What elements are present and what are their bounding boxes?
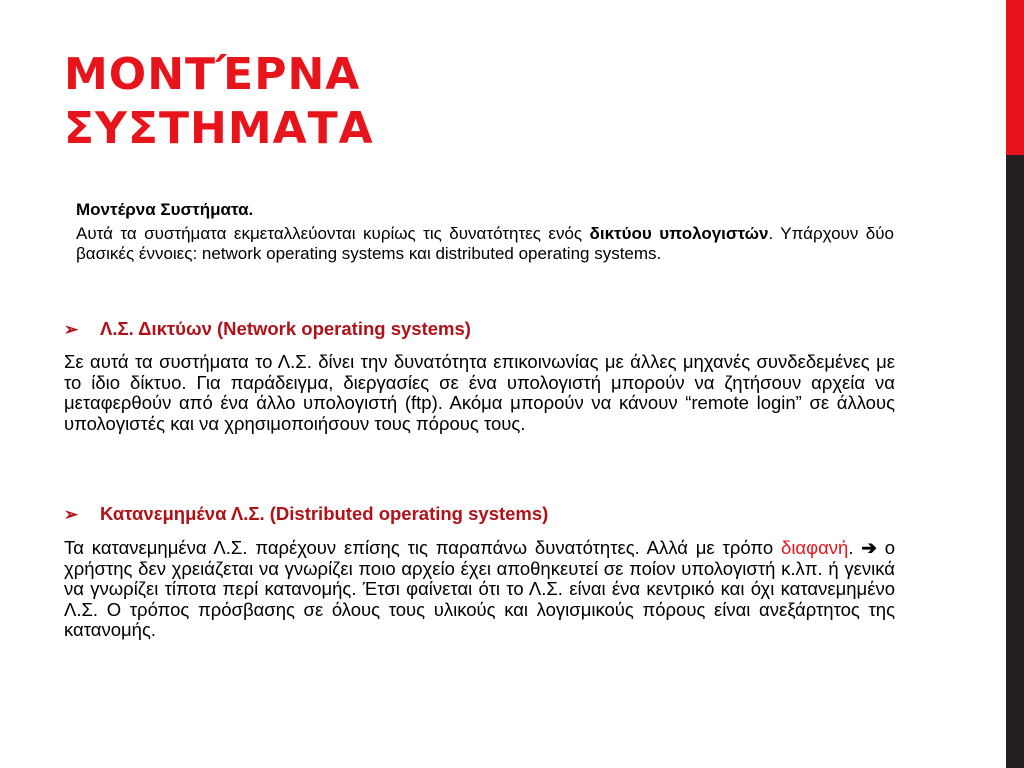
paragraph-text-mid: . (848, 537, 862, 558)
intro-text-after: . Υπάρχουν δύο βασικές έννοιες: network operating systems και distributed operating systems. (76, 224, 894, 263)
accent-bar-dark (1006, 155, 1024, 768)
section-paragraph-distributed-os (64, 538, 895, 641)
paragraph-text-after: ο χρήστης δεν χρειάζεται να γνωρίζει ποιο αρχείο έχει αποθηκευτεί σε ποίον υπολογιστή κ.λπ. ή γενικά να γνωρίζει τίποτα περί κατανομής. Έτσι φαίνεται ότι το Λ.Σ. είναι ένα κεντρικό και όχι κατανεμημένο Λ.Σ. Ο τρόπος πρόσβασης σε όλους τους υλικούς και λογισμικούς πόρους είναι ανεξάρτητος της κατανομής. (64, 537, 896, 640)
slide-title-line-1: ΜΟΝΤΈΡΝΑ (64, 49, 361, 100)
accent-bar-red (1006, 0, 1024, 155)
section-heading-network-os (64, 317, 904, 342)
intro-text-bold: δικτύου υπολογιστών (589, 224, 769, 243)
section-heading-text: Λ.Σ. Δικτύων (Network operating systems) (100, 318, 471, 339)
paragraph-text-before: Τα κατανεμημένα Λ.Σ. παρέχουν επίσης τις παραπάνω δυνατότητες. Αλλά με τρόπο (64, 537, 782, 558)
arrow-bullet-icon: ➢ (64, 320, 79, 339)
intro-block (76, 200, 894, 264)
slide-title (64, 48, 964, 156)
section-paragraph-network-os: Σε αυτά τα συστήματα το Λ.Σ. δίνει την δυνατότητα επικοινωνίας με άλλες μηχανές συνδεδεμένες με το ίδιο δίκτυο. Για παράδειγμα, διεργασίες σε ένα υπολογιστή μπορούν να ζητήσουν αρχεία να μεταφερθούν από ένα άλλο υπολογιστή (ftp). Ακόμα μπορούν να κάνουν “remote login” σε άλλους υπολογιστές και να χρησιμοποιήσουν τους πόρους τους. (64, 351, 895, 434)
arrow-bullet-icon: ➢ (64, 505, 79, 524)
intro-text (76, 224, 894, 264)
section-heading-text: Κατανεμημένα Λ.Σ. (Distributed operating systems) (100, 503, 549, 524)
slide-title-line-2: ΣΥΣΤΗΜΑΤΑ (64, 103, 374, 154)
highlight-transparent: διαφανή (781, 537, 849, 558)
intro-heading: Μοντέρνα Συστήματα. (76, 200, 254, 219)
right-arrow-icon: ➔ (861, 537, 877, 558)
intro-text-before: Αυτά τα συστήματα εκμεταλλεύονται κυρίως τις δυνατότητες ενός (76, 224, 590, 243)
section-heading-distributed-os (64, 502, 904, 527)
